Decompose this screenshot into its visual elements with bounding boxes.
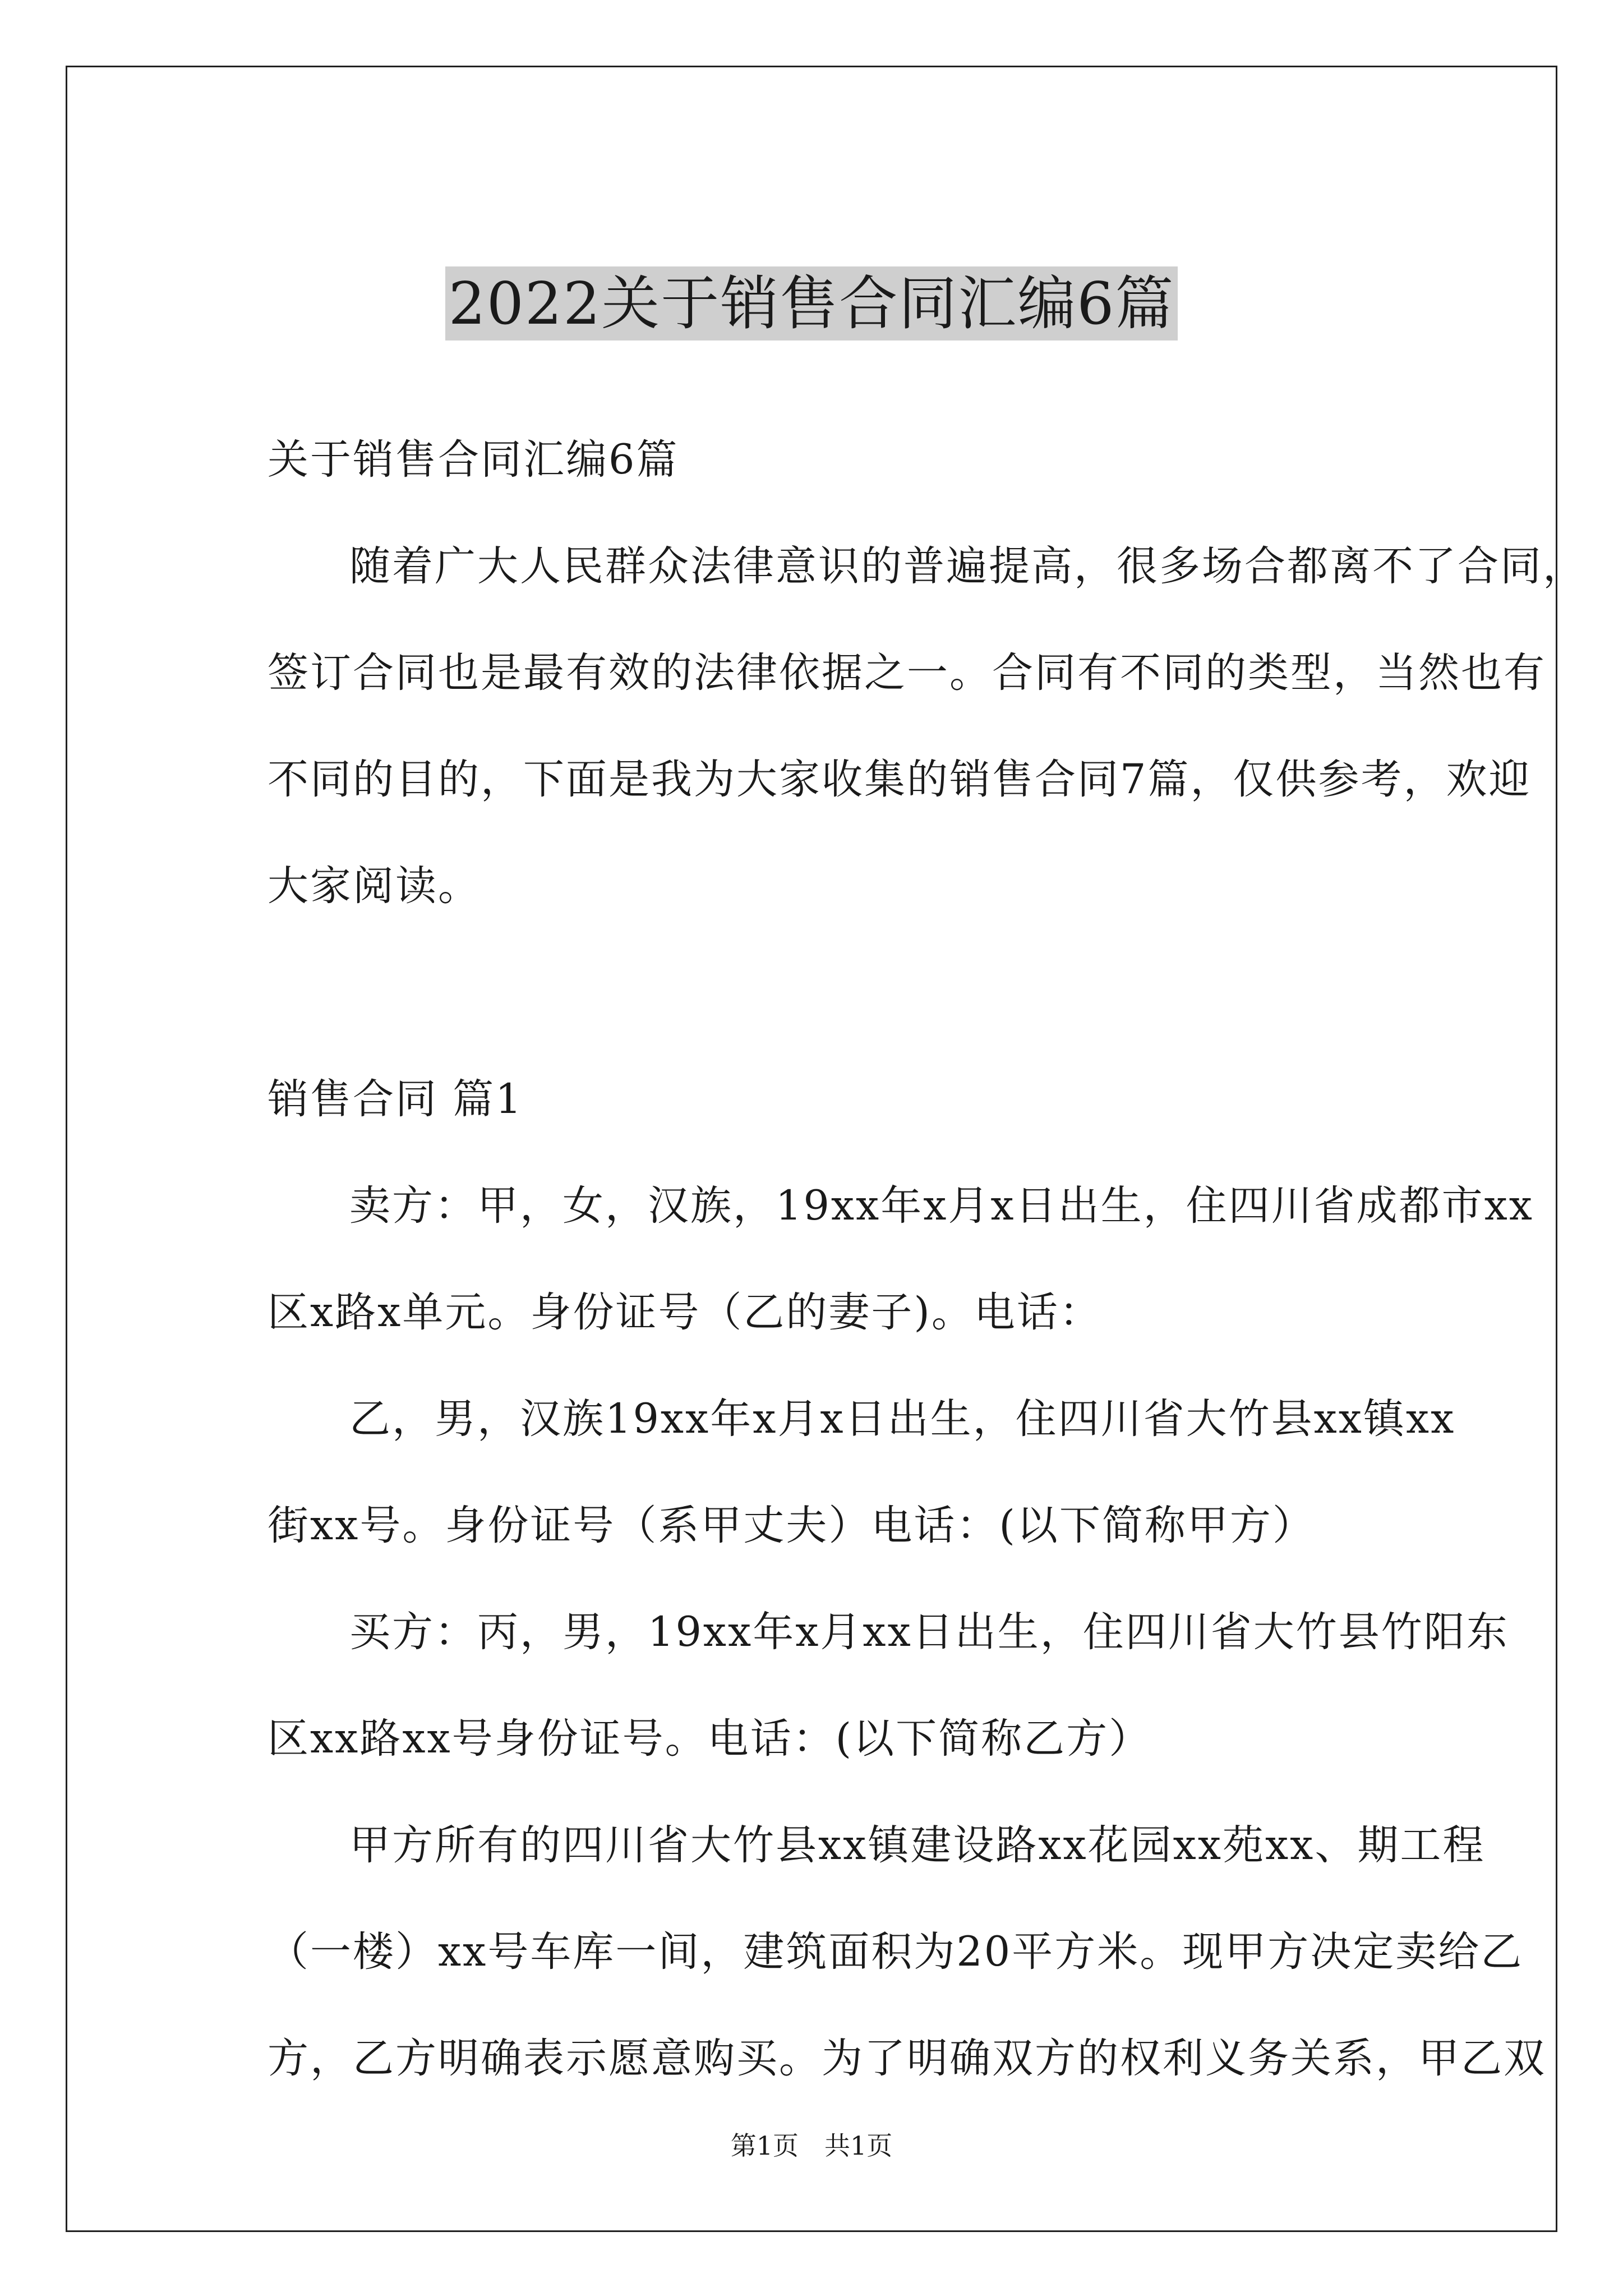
intro-line: 签订合同也是最有效的法律依据之一。合同有不同的类型，当然也有 [268, 649, 1546, 697]
body-line: 乙，男，汉族19xx年x月x日出生，住四川省大竹县xx镇xx [349, 1395, 1456, 1443]
body-line: 街xx号。身份证号（系甲丈夫）电话：(以下简称甲方） [268, 1502, 1315, 1549]
body-line: （一楼）xx号车库一间，建筑面积为20平方米。现甲方决定卖给乙 [268, 1928, 1524, 1976]
page-footer: 第1页 共1页 [730, 2131, 893, 2161]
intro-line: 大家阅读。 [268, 862, 481, 910]
intro-line: 随着广大人民群众法律意识的普遍提高，很多场合都离不了合同， [349, 542, 1585, 590]
body-line: 区xx路xx号身份证号。电话：(以下简称乙方） [268, 1715, 1152, 1763]
body-line: 区x路x单元。身份证号（乙的妻子)。电话： [268, 1289, 1102, 1336]
document-subtitle: 关于销售合同汇编6篇 [268, 436, 679, 484]
document-title-block [67, 266, 1556, 341]
section-heading: 销售合同 篇1 [268, 1075, 523, 1123]
body-line: 甲方所有的四川省大竹县xx镇建设路xx花园xx苑xx、期工程 [349, 1821, 1486, 1869]
body-line: 买方：丙，男，19xx年x月xx日出生，住四川省大竹县竹阳东 [349, 1608, 1509, 1656]
body-line: 卖方：甲，女，汉族，19xx年x月x日出生，住四川省成都市xx [349, 1182, 1534, 1230]
paragraph-gap [268, 940, 1504, 1046]
intro-line: 不同的目的，下面是我为大家收集的销售合同7篇，仅供参考，欢迎 [268, 756, 1532, 803]
page-frame [66, 66, 1585, 2232]
body-line: 方，乙方明确表示愿意购买。为了明确双方的权利义务关系，甲乙双 [268, 2035, 1546, 2082]
document-title: 2022关于销售合同汇编6篇 [445, 266, 1178, 341]
document-content [268, 407, 1585, 2112]
